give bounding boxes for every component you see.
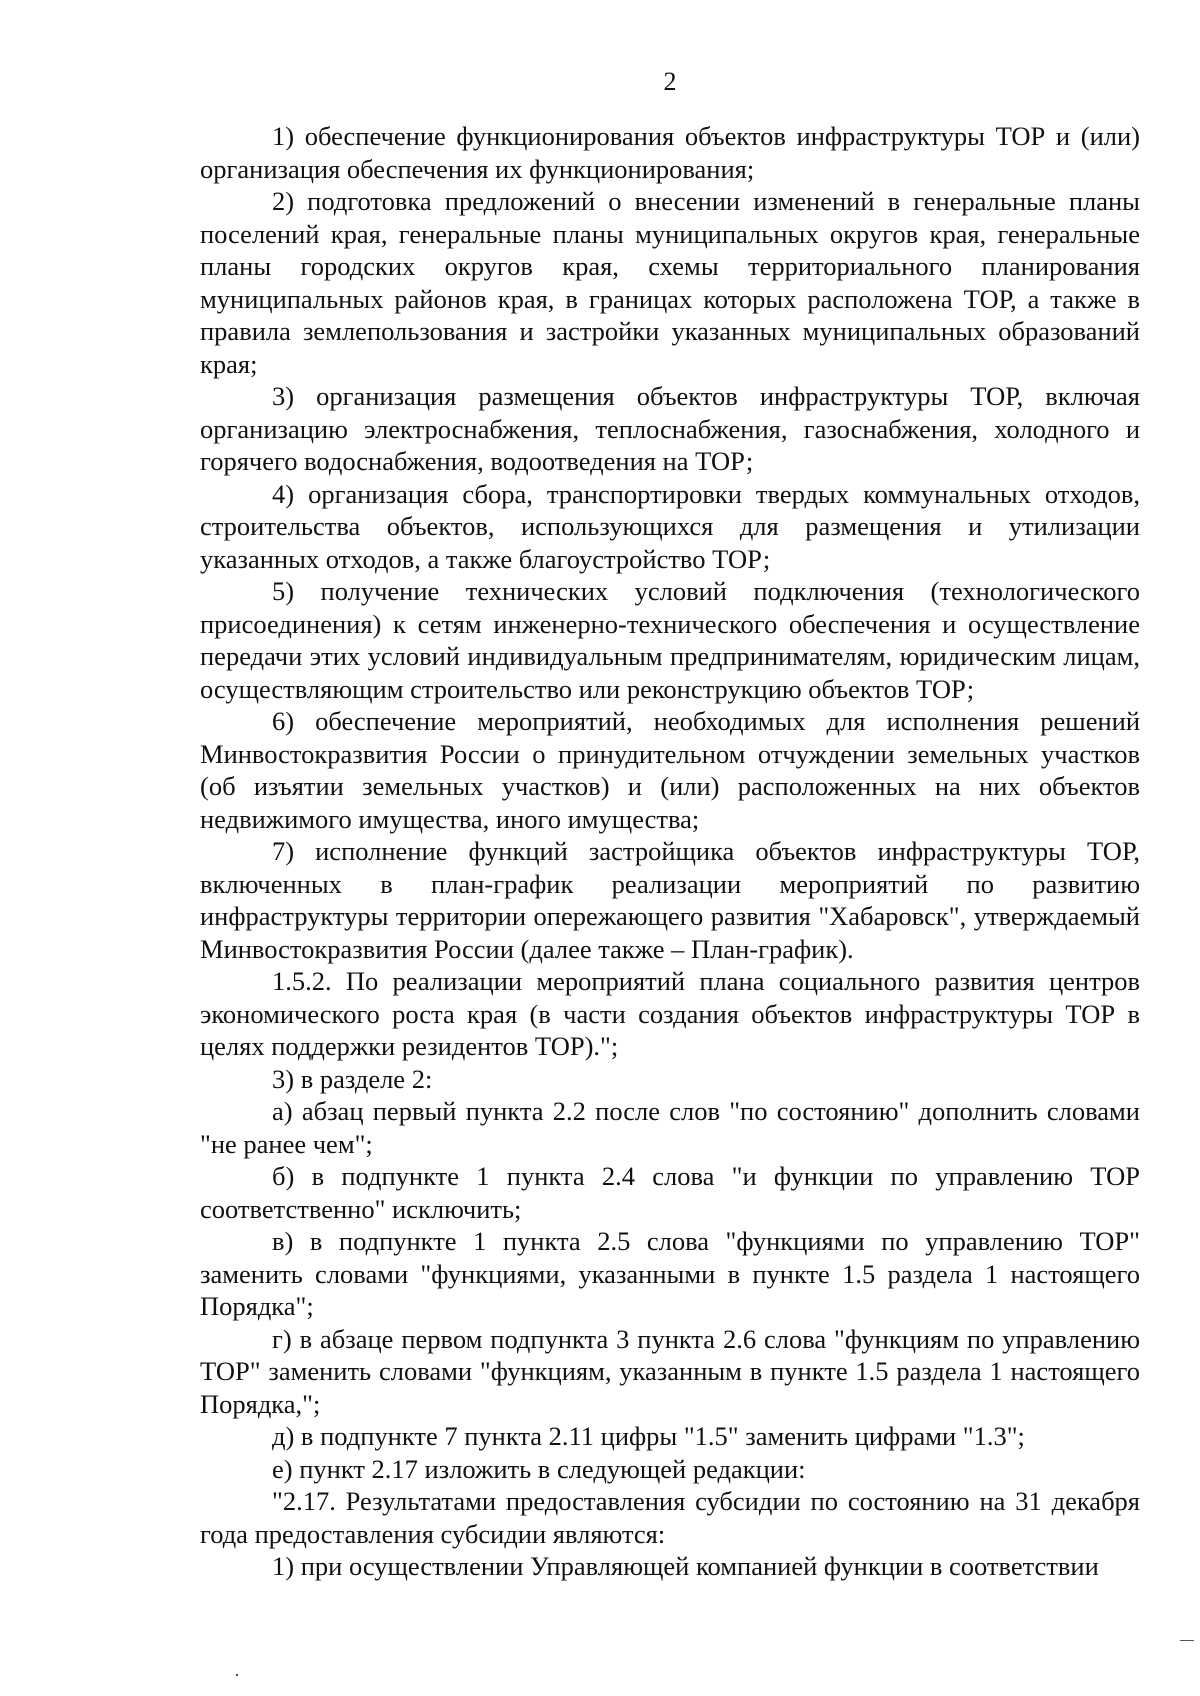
scan-artifact-mark	[1180, 1640, 1194, 1641]
paragraph-sub-v: в) в подпункте 1 пункта 2.5 слова "функциями по управлению ТОР" заменить словами "функциями, указанными в пункте 1.5 раздела 1 настоящего Порядка";	[200, 1226, 1140, 1321]
paragraph-sub-g: г) в абзаце первом подпункта 3 пункта 2.6 слова "функциям по управлению ТОР" заменить словами "функциям, указанным в пункте 1.5 раздела 1 настоящего Порядка,";	[200, 1323, 1140, 1419]
paragraph-item-4: 4) организация сбора, транспортировки твердых коммунальных отходов, строительства объектов, использующихся для размещения и утилизации указанных отходов, а также благоустройство ТОР;	[200, 478, 1140, 574]
paragraph-item-7: 7) исполнение функций застройщика объектов инфраструктуры ТОР, включенных в план-график реализации мероприятий по развитию инфраструктуры территории опережающего развития "Хабаровск", утверждаемый Минвостокразвития России (далее также – План-график).	[200, 836, 1140, 964]
paragraph-item-6: 6) обеспечение мероприятий, необходимых для исполнения решений Минвостокразвития России о принудительном отчуждении земельных участков (об изъятии земельных участков) и (или) расположенных на них объектов недвижимого имущества, иного имущества;	[200, 706, 1140, 834]
paragraph-sub-b: б) в подпункте 1 пункта 2.4 слова "и функции по управлению ТОР соответственно" исключить;	[200, 1161, 1140, 1224]
paragraph-1-5-2: 1.5.2. По реализации мероприятий плана социального развития центров экономического роста края (в части создания объектов инфраструктуры ТОР в целях поддержки резидентов ТОР).";	[200, 966, 1140, 1061]
paragraph-sub-a: а) абзац первый пункта 2.2 после слов "по состоянию" дополнить словами "не ранее чем";	[200, 1096, 1140, 1159]
document-body	[200, 120, 1140, 1583]
paragraph-item-2: 2) подготовка предложений о внесении изменений в генеральные планы поселений края, генеральные планы муниципальных округов края, генеральные планы городских округов края, схемы территориального планирования муниципальных районов края, в границах которых расположена ТОР, а также в правила землепользования и застройки указанных муниципальных образований края;	[200, 186, 1140, 379]
paragraph-sub-e: е) пункт 2.17 изложить в следующей редакции:	[272, 1453, 806, 1484]
paragraph-section-2: 3) в разделе 2:	[272, 1063, 433, 1094]
paragraph-sub-d: д) в подпункте 7 пункта 2.11 цифры "1.5" заменить цифрами "1.3";	[272, 1421, 1025, 1451]
paragraph-2-17-item-1: 1) при осуществлении Управляющей компанией функции в соответствии	[272, 1551, 1099, 1581]
paragraph-item-3: 3) организация размещения объектов инфраструктуры ТОР, включая организацию электроснабжения, теплоснабжения, газоснабжения, холодного и горячего водоснабжения, водоотведения на ТОР;	[200, 381, 1140, 476]
paragraph-item-1: 1) обеспечение функционирования объектов инфраструктуры ТОР и (или) организация обеспечения их функционирования;	[200, 121, 1140, 184]
page-number: 2	[663, 67, 677, 96]
paragraph-2-17: "2.17. Результатами предоставления субсидии по состоянию на 31 декабря года предоставления субсидии являются:	[200, 1486, 1140, 1549]
paragraph-item-5: 5) получение технических условий подключения (технологического присоединения) к сетям инженерно-технического обеспечения и осуществление передачи этих условий индивидуальным предпринимателям, юридическим лицам, осуществляющим строительство или реконструкцию объектов ТОР;	[200, 576, 1140, 704]
scan-artifact-dot	[236, 1674, 238, 1676]
